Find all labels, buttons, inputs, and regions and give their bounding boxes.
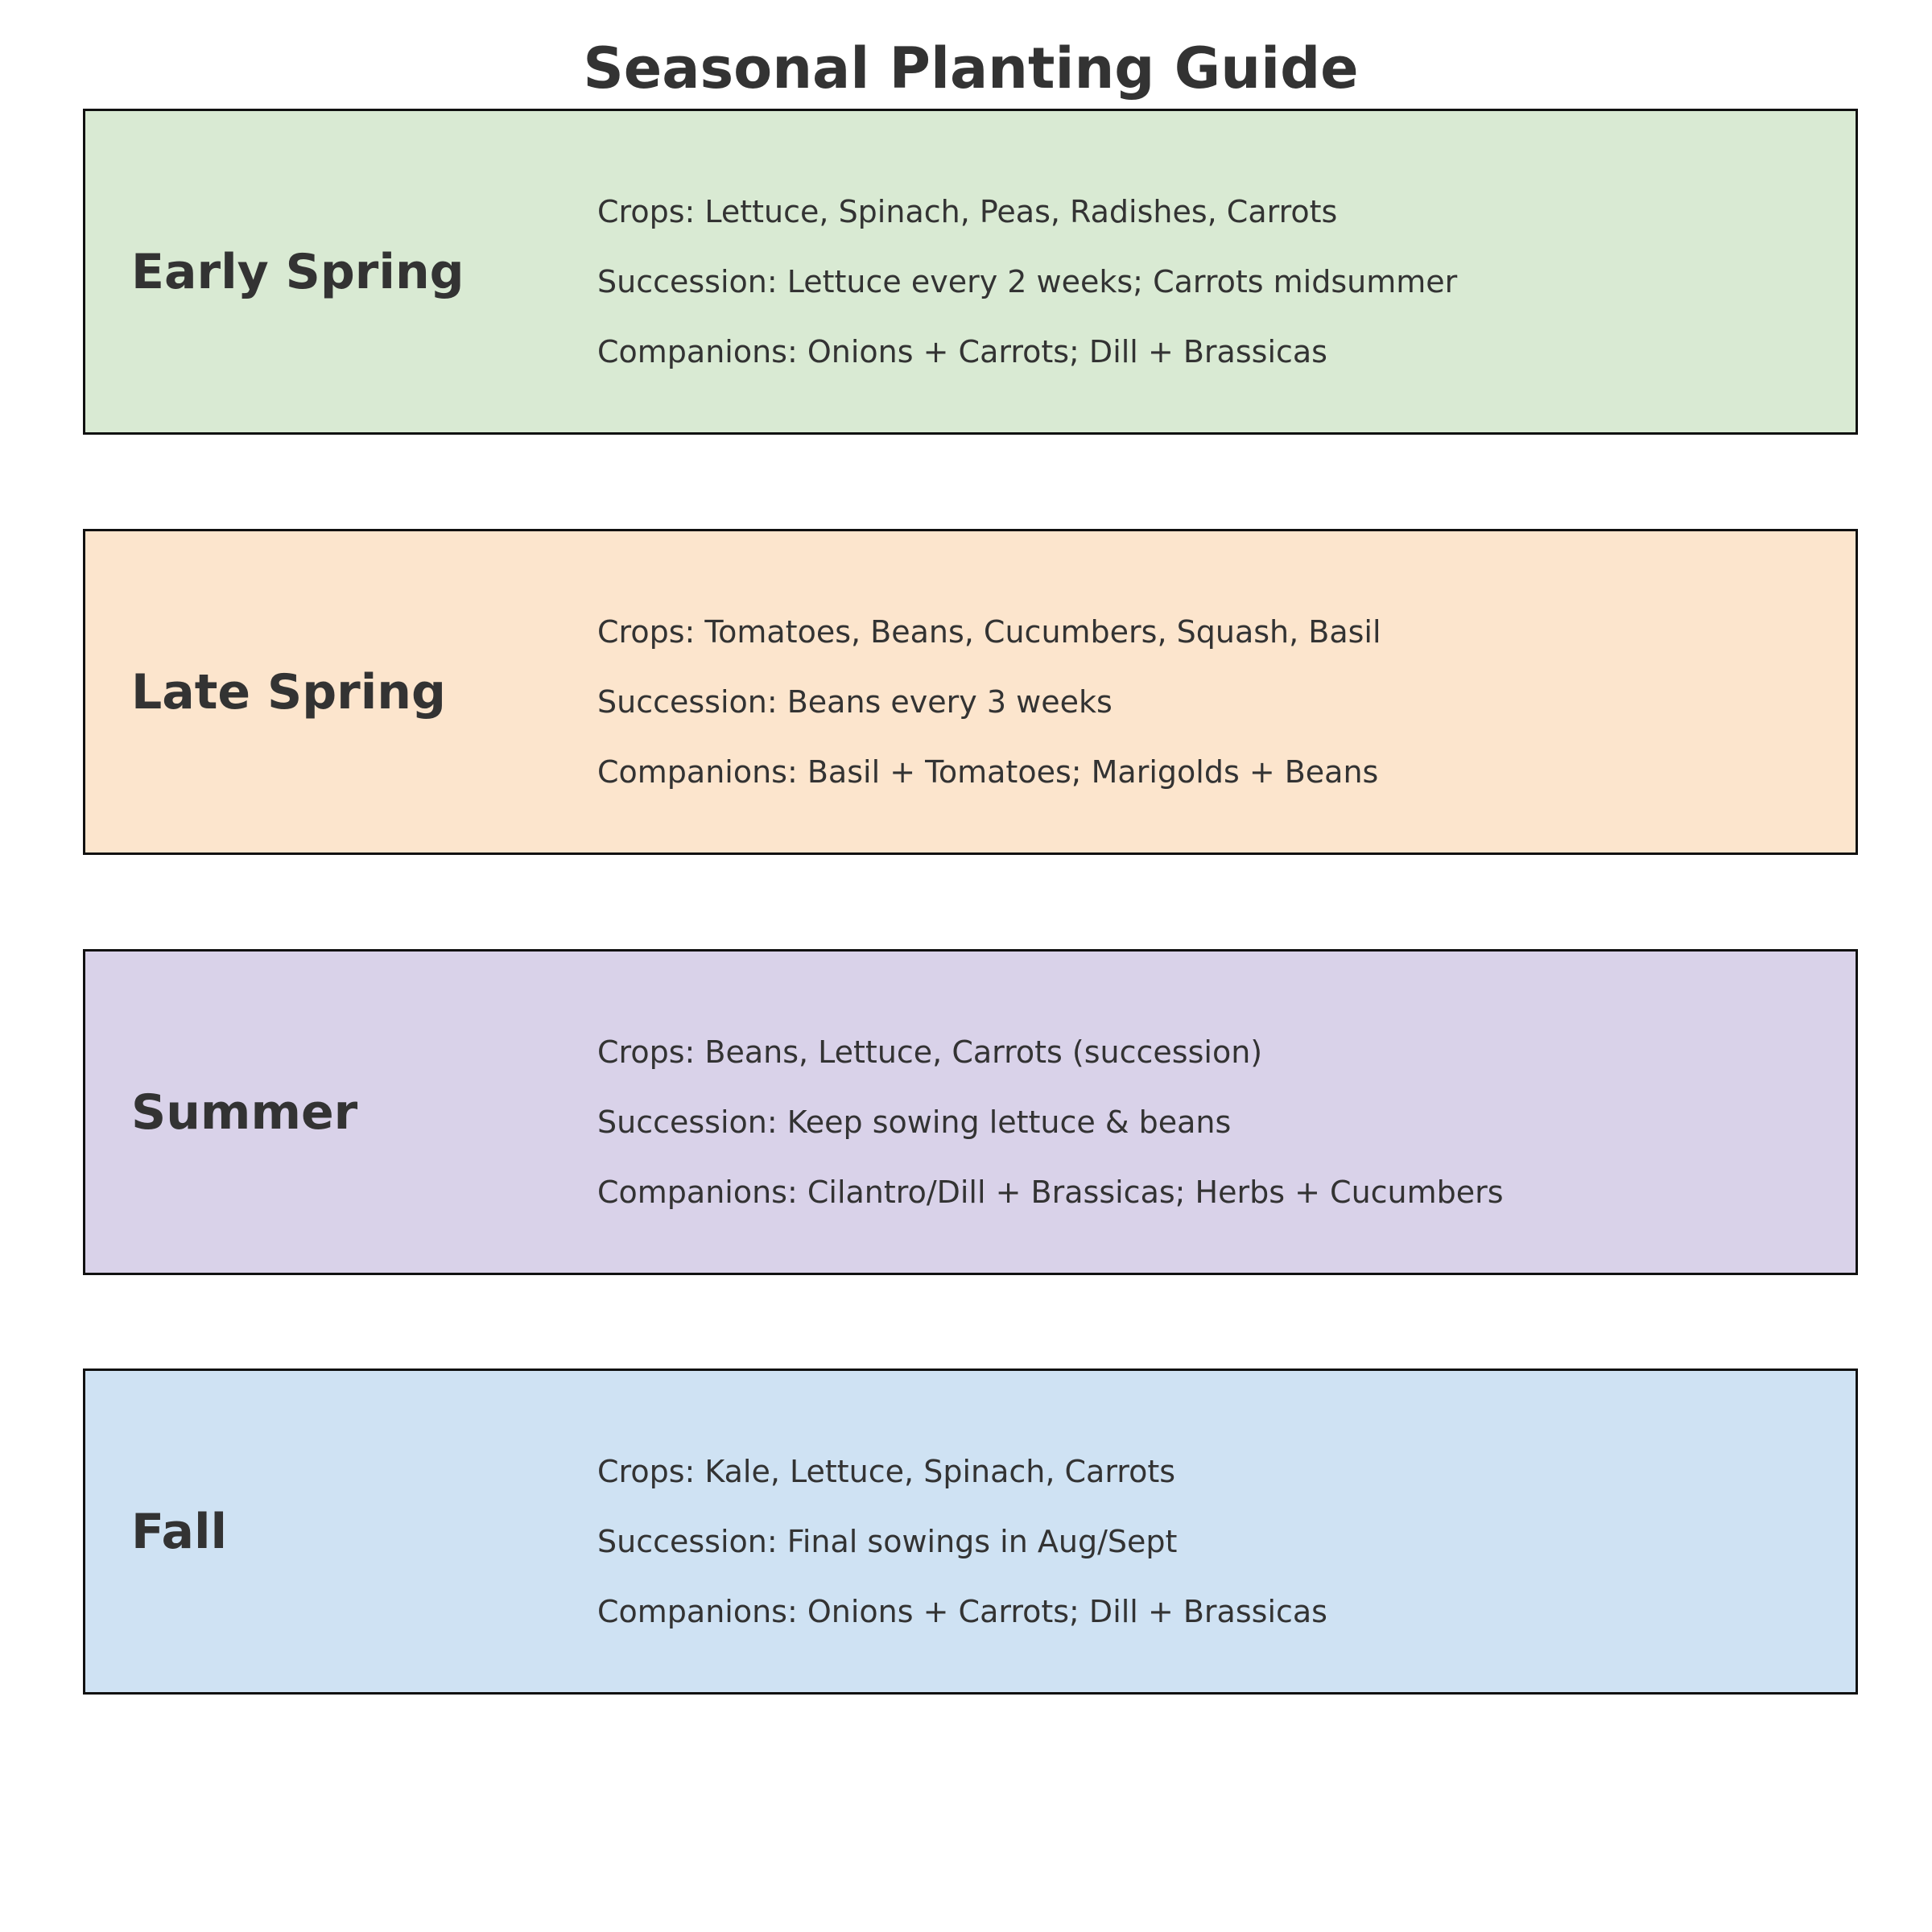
season-name: Late Spring [131, 663, 446, 720]
succession-line: Succession: Final sowings in Aug/Sept [597, 1524, 1178, 1559]
season-name: Early Spring [131, 243, 464, 300]
season-box-fall [83, 1368, 1858, 1695]
season-box-early-spring [83, 109, 1858, 435]
season-name: Fall [131, 1503, 228, 1560]
season-box-late-spring [83, 529, 1858, 855]
season-details [597, 605, 1381, 815]
season-box-summer [83, 949, 1858, 1275]
season-details [597, 1026, 1504, 1236]
companions-line: Companions: Cilantro/Dill + Brassicas; Herbs + Cucumbers [597, 1174, 1504, 1210]
companions-line: Companions: Basil + Tomatoes; Marigolds + Beans [597, 754, 1379, 790]
season-details [597, 185, 1457, 395]
crops-line: Crops: Kale, Lettuce, Spinach, Carrots [597, 1454, 1176, 1489]
page-title: Seasonal Planting Guide [583, 35, 1359, 101]
season-details [597, 1445, 1327, 1655]
companions-line: Companions: Onions + Carrots; Dill + Brassicas [597, 1594, 1327, 1629]
season-name: Summer [131, 1084, 358, 1141]
crops-line: Crops: Lettuce, Spinach, Peas, Radishes, Carrots [597, 194, 1338, 229]
crops-line: Crops: Tomatoes, Beans, Cucumbers, Squash, Basil [597, 614, 1381, 650]
companions-line: Companions: Onions + Carrots; Dill + Brassicas [597, 334, 1327, 369]
crops-line: Crops: Beans, Lettuce, Carrots (succession) [597, 1034, 1263, 1070]
succession-line: Succession: Beans every 3 weeks [597, 684, 1113, 720]
succession-line: Succession: Keep sowing lettuce & beans [597, 1104, 1232, 1140]
succession-line: Succession: Lettuce every 2 weeks; Carrots midsummer [597, 264, 1458, 299]
